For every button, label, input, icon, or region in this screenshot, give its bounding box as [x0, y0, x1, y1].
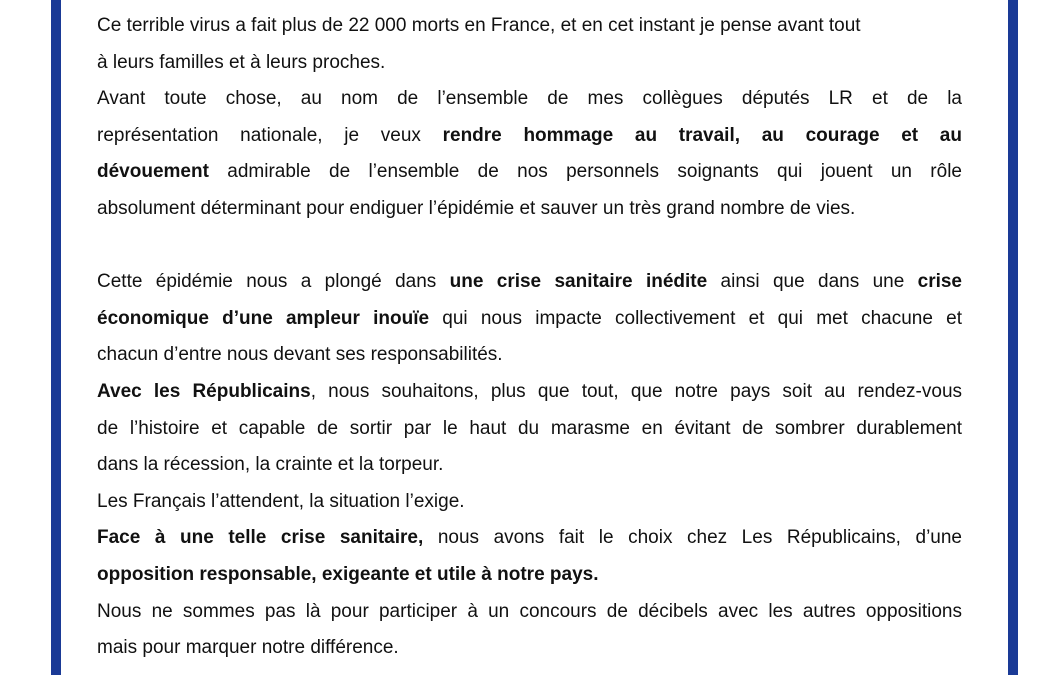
paragraph	[97, 520, 962, 593]
text-line	[97, 154, 962, 191]
text-line	[97, 264, 962, 301]
text-line	[97, 557, 962, 594]
text-line	[97, 81, 962, 118]
text-span: de l’histoire et capable de sortir par le haut du marasme en évitant de sombrer durablement	[97, 417, 962, 439]
text-span: absolument déterminant pour endiguer l’épidémie et sauver un très grand nombre de vies.	[97, 197, 856, 219]
text-span: Nous ne sommes pas là pour participer à un concours de décibels avec les autres oppositions	[97, 600, 962, 622]
left-border-bar	[51, 0, 61, 675]
text-span: Cette épidémie nous a plongé dans	[97, 271, 450, 293]
bold-text: économique d’une ampleur inouïe	[97, 307, 430, 329]
bold-text: rendre hommage au travail, au courage et au	[442, 124, 962, 146]
text-span: Ce terrible virus a fait plus de 22 000 morts en France, et en cet instant je pense avant tout	[97, 15, 861, 36]
text-line	[97, 630, 962, 667]
text-line	[97, 374, 962, 411]
paragraph	[97, 8, 962, 81]
text-span: qui nous impacte collectivement et qui met chacune et	[429, 307, 962, 329]
document-body	[97, 8, 962, 667]
paragraph	[97, 81, 962, 227]
text-line	[97, 411, 962, 448]
text-span: Les Français l’attendent, la situation l’exige.	[97, 490, 465, 512]
text-span: , nous souhaitons, plus que tout, que notre pays soit au rendez-vous	[310, 380, 963, 402]
text-line	[97, 520, 962, 557]
paragraph	[97, 484, 962, 521]
text-line	[97, 301, 962, 338]
text-line	[97, 484, 962, 521]
text-span: nous avons fait le choix chez Les Républicains, d’une	[423, 527, 962, 549]
bold-text: dévouement	[97, 161, 209, 183]
paragraph	[97, 374, 962, 484]
text-line	[97, 447, 962, 484]
bold-text: opposition responsable, exigeante et utile à notre pays.	[97, 563, 599, 585]
text-span: Avant toute chose, au nom de l’ensemble de mes collègues députés LR et de la	[97, 88, 962, 110]
bold-text: Avec les Républicains	[97, 380, 311, 402]
text-line	[97, 594, 962, 631]
text-span: à leurs familles et à leurs proches.	[97, 51, 386, 73]
paragraph	[97, 594, 962, 667]
text-span: mais pour marquer notre différence.	[97, 637, 399, 659]
text-span: dans la récession, la crainte et la torpeur.	[97, 454, 444, 476]
paragraph-spacer	[97, 228, 962, 265]
text-span: ainsi que dans une	[707, 271, 918, 293]
bold-text: Face à une telle crise sanitaire,	[97, 527, 424, 549]
text-span: représentation nationale, je veux	[97, 124, 443, 146]
text-line	[97, 118, 962, 155]
bold-text: une crise sanitaire inédite	[449, 271, 708, 293]
text-span: chacun d’entre nous devant ses responsabilités.	[97, 344, 503, 366]
text-line	[97, 45, 962, 82]
right-border-bar	[1008, 0, 1018, 675]
text-line	[97, 8, 962, 45]
paragraph	[97, 264, 962, 374]
bold-text: crise	[917, 271, 962, 293]
text-line	[97, 337, 962, 374]
text-span: admirable de l’ensemble de nos personnels soignants qui jouent un rôle	[208, 161, 962, 183]
text-line	[97, 191, 962, 228]
